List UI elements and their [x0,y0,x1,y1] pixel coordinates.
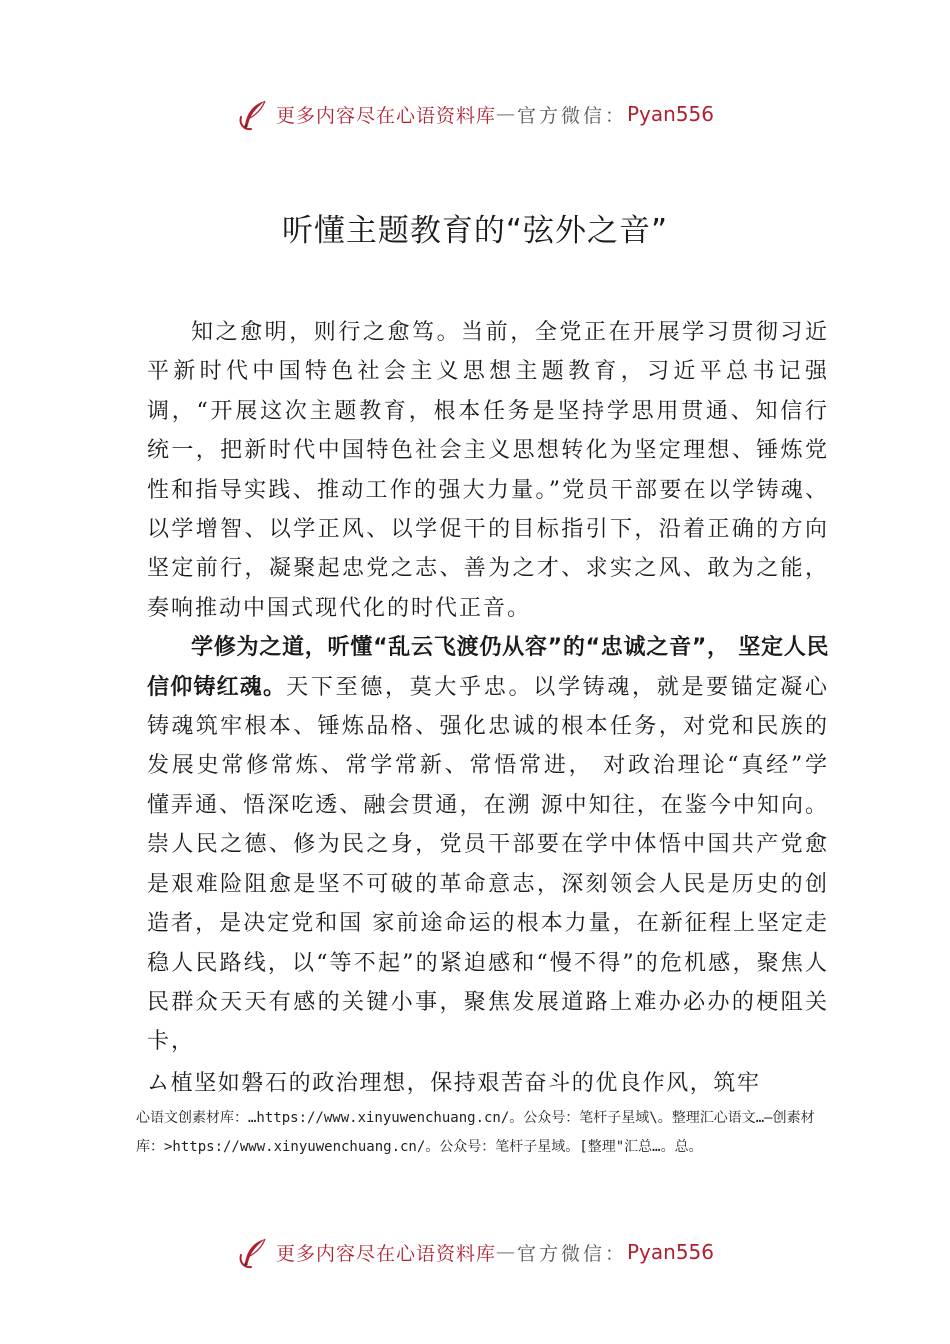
paragraph-2 [147,628,829,1061]
banner-site-name: 更多内容尽在心语资料库 [275,1242,496,1265]
paragraph-2-text: 天下至德，莫大乎忠。以学铸魂，就是要锚定凝心铸魂筑牢根本、锤炼品格、强化忠诚的根本任务，对党和民族的发展史常修常炼、常学常新、常悟常进， 对政治理论“真经”学懂弄通、悟深吃透、融会贯通，在溯 源中知往，在鉴今中知向。崇人民之德、修为民之身，党员干部要在学中体悟中国共产党愈是艰难险阻愈是坚不可破的革命意志，深刻领会人民是历史的创造者，是决定党和国 家前途命运的根本力量，在新征程上坚定走稳人民路线，以“等不起”的紧迫感和“慢不得”的危机感，聚焦人民群众天天有感的关键小事，聚焦发展道路上难办必办的梗阻关卡， [147,674,829,1055]
paragraph-2-lead: 学修为之道，听懂“乱云飞渡仍从容”的“忠诚之音”， 坚定人民信仰铸红魂。 [147,635,829,700]
footer-banner [0,1230,950,1274]
header-banner [0,92,950,136]
paragraph-1-text: 知之愈明，则行之愈笃。当前，全党正在开展学习贯彻习近平新时代中国特色社会主义思想主题教育，习近平总书记强调，“开展这次主题教育，根本任务是坚持学思用贯通、知信行统一，把新时代中国特色社会主义思想转化为坚定理想、锤炼党性和指导实践、推动工作的强大力量。”党员干部要在以学铸魂、以学增智、以学正风、以学促干的目标指引下，沿着正确的方向坚定前行，凝聚起忠党之志、善为之才、求实之风、敢为之能，奏响推动中国式现代化的时代正音。 [147,320,829,621]
banner-wechat-label: 官方微信： [516,1242,627,1265]
banner-wechat-label: 官方微信： [516,104,627,127]
paragraph-1 [147,313,829,628]
banner-separator: — [495,1241,517,1263]
quill-pen-logo-icon [236,96,272,132]
quill-pen-logo-icon [236,1234,272,1270]
banner-separator: — [495,103,517,125]
watermark-footer-text: 心语文创素材库：…https://www.xinyuwenchuang.cn/。公众号：笔杆子星域\。整理汇心语文…—创素材库：>https://www.xinyuwenchuang.cn/。公众号：笔杆子星域。[整理"汇总…。总。 [136,1110,815,1155]
article-body [147,313,829,1062]
banner-wechat-id: Pyan556 [627,102,715,126]
page-title: 听懂主题教育的“弦外之音” [281,213,669,249]
banner-site-name: 更多内容尽在心语资料库 [275,104,496,127]
cut-off-line: ム植坚如磐石的政治理想，保持艰苦奋斗的优良作风，筑牢 [147,1071,761,1096]
banner-wechat-id: Pyan556 [627,1240,715,1264]
